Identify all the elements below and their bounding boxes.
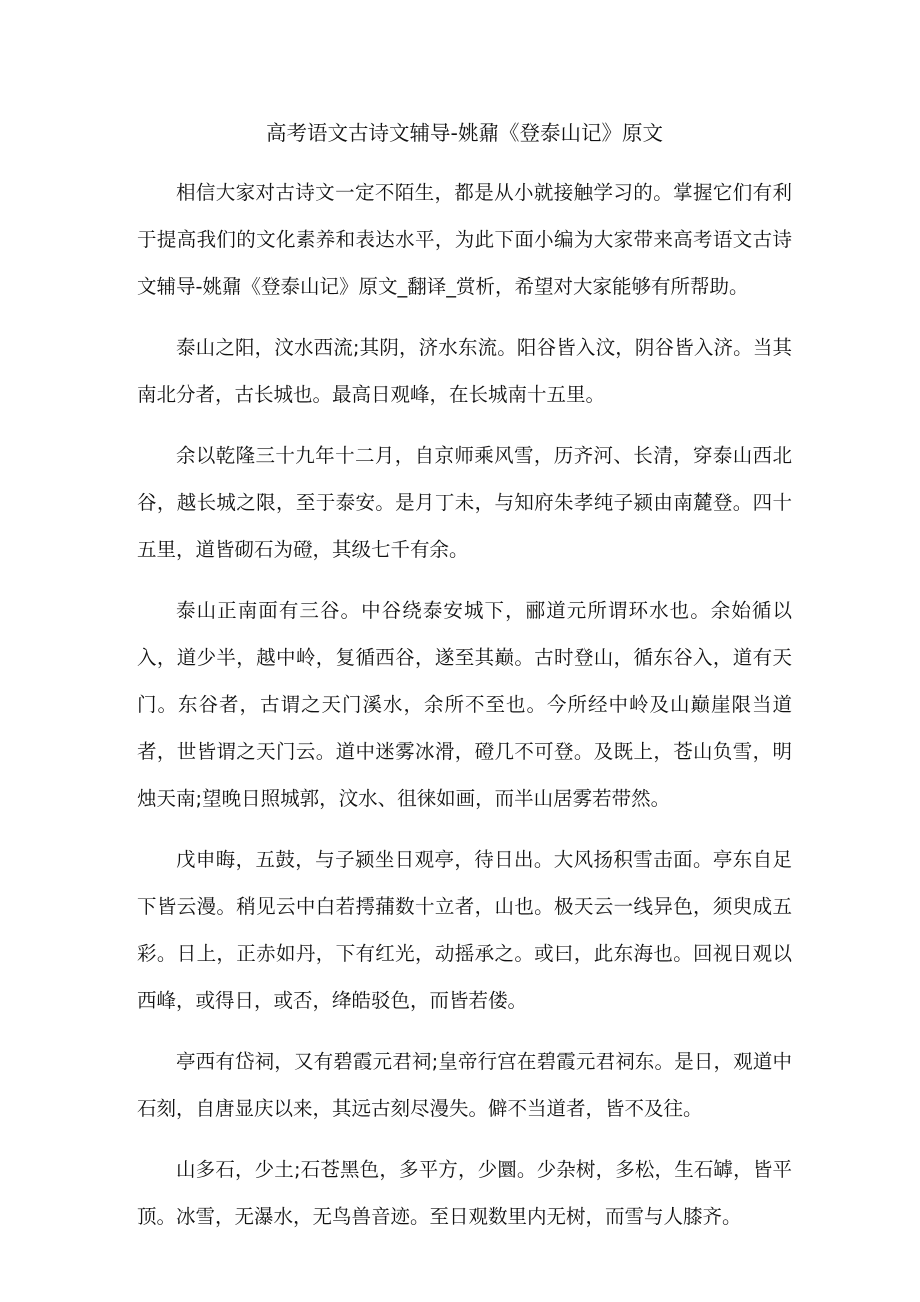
document-page	[137, 118, 792, 1254]
document-title: 高考语文古诗文辅导-姚鼐《登泰山记》原文	[266, 121, 663, 145]
paragraph-intro: 相信大家对古诗文一定不陌生，都是从小就接触学习的。掌握它们有利于提高我们的文化素养和表达水平，为此下面小编为大家带来高考语文古诗文辅导-姚鼐《登泰山记》原文_翻译_赏析，希望对大家能够有所帮助。	[137, 180, 792, 298]
paragraph-4: 戊申晦，五鼓，与子颍坐日观亭，待日出。大风扬积雪击面。亭东自足下皆云漫。稍见云中白若摴蒱数十立者，山也。极天云一线异色，须臾成五彩。日上，正赤如丹，下有红光，动摇承之。或曰，此东海也。回视日观以西峰，或得日，或否，绛皓驳色，而皆若偻。	[137, 847, 792, 1012]
paragraph-6: 山多石，少土;石苍黑色，多平方，少圜。少杂树，多松，生石罅，皆平顶。冰雪，无瀑水，无鸟兽音迹。至日观数里内无树，而雪与人膝齐。	[137, 1157, 792, 1228]
paragraph-5: 亭西有岱祠，又有碧霞元君祠;皇帝行宫在碧霞元君祠东。是日，观道中石刻，自唐显庆以来，其远古刻尽漫失。僻不当道者，皆不及往。	[137, 1049, 792, 1120]
paragraph-3: 泰山正南面有三谷。中谷绕泰安城下，郦道元所谓环水也。余始循以入，道少半，越中岭，复循西谷，遂至其巅。古时登山，循东谷入，道有天门。东谷者，古谓之天门溪水，余所不至也。今所经中岭及山巅崖限当道者，世皆谓之天门云。道中迷雾冰滑，磴几不可登。及既上，苍山负雪，明烛天南;望晚日照城郭，汶水、徂徕如画，而半山居雾若带然。	[137, 598, 792, 810]
paragraph-1: 泰山之阳，汶水西流;其阴，济水东流。阳谷皆入汶，阴谷皆入济。当其南北分者，古长城也。最高日观峰，在长城南十五里。	[137, 335, 792, 406]
paragraph-2: 余以乾隆三十九年十二月，自京师乘风雪，历齐河、长清，穿泰山西北谷，越长城之限，至于泰安。是月丁未，与知府朱孝纯子颍由南麓登。四十五里，道皆砌石为磴，其级七千有余。	[137, 443, 792, 561]
